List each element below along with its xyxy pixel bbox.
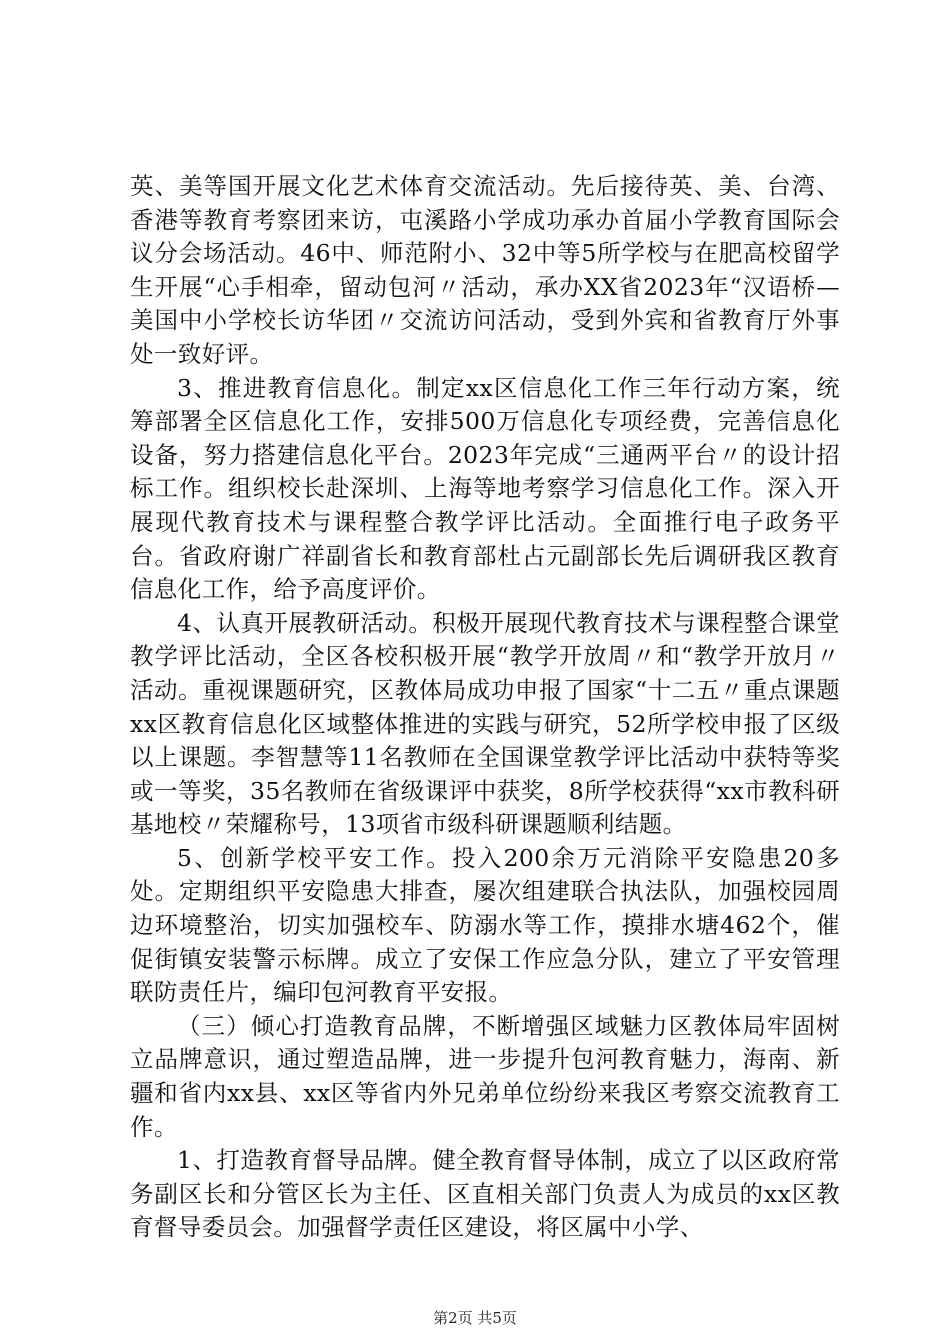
page-number-footer: 第2页 共5页 [433,1309,517,1327]
paragraph-education-informatization: 3、推进教育信息化。制定xx区信息化工作三年行动方案，统筹部署全区信息化工作，安排500万信息化专项经费，完善信息化设备，努力搭建信息化平台。2023年完成“三通两平台〃的设计招标工作。组织校长赴深圳、上海等地考察学习信息化工作。深入开展现代教育技术与课程整合教学评比活动。全面推行电子政务平台。省政府谢广祥副省长和教育部杜占元副部长先后调研我区教育信息化工作，给予高度评价。 [130,373,840,604]
paragraph-teaching-research: 4、认真开展教研活动。积极开展现代教育技术与课程整合课堂教学评比活动，全区各校积极开展“教学开放周〃和“教学开放月〃活动。重视课题研究，区教体局成功申报了国家“十二五〃重点课题xx区教育信息化区域整体推进的实践与研究，52所学校申报了区级以上课题。李智慧等11名教师在全国课堂教学评比活动中获特等奖或一等奖，35名教师在省级课评中获奖，8所学校获得“xx市教科研基地校〃荣耀称号，13项省市级科研课题顺利结题。 [130,608,840,839]
paragraph-exchange-activities: 英、美等国开展文化艺术体育交流活动。先后接待英、美、台湾、香港等教育考察团来访，屯溪路小学成功承办首届小学教育国际会议分会场活动。46中、师范附小、32中等5所学校与在肥高校留学生开展“心手相牵，留动包河〃活动，承办XX省2023年“汉语桥—美国中小学校长访华团〃交流访问活动，受到外宾和省教育厅外事处一致好评。 [130,172,840,368]
document-body [130,170,840,1245]
paragraph-education-supervision: 1、打造教育督导品牌。健全教育督导体制，成立了以区政府常务副区长和分管区长为主任、区直相关部门负责人为成员的xx区教育督导委员会。加强督学责任区建设，将区属中小学、 [130,1146,840,1242]
paragraph-school-safety: 5、创新学校平安工作。投入200余万元消除平安隐患20多处。定期组织平安隐患大排查，屡次组建联合执法队，加强校园周边环境整治，切实加强校车、防溺水等工作，摸排水塘462个，催促街镇安装警示标牌。成立了安保工作应急分队，建立了平安管理联防责任片，编印包河教育平安报。 [130,843,840,1007]
paragraph-education-brand: （三）倾心打造教育品牌，不断增强区域魅力区教体局牢固树立品牌意识，通过塑造品牌，进一步提升包河教育魅力，海南、新疆和省内xx县、xx区等省内外兄弟单位纷纷来我区考察交流教育工作。 [130,1011,840,1141]
